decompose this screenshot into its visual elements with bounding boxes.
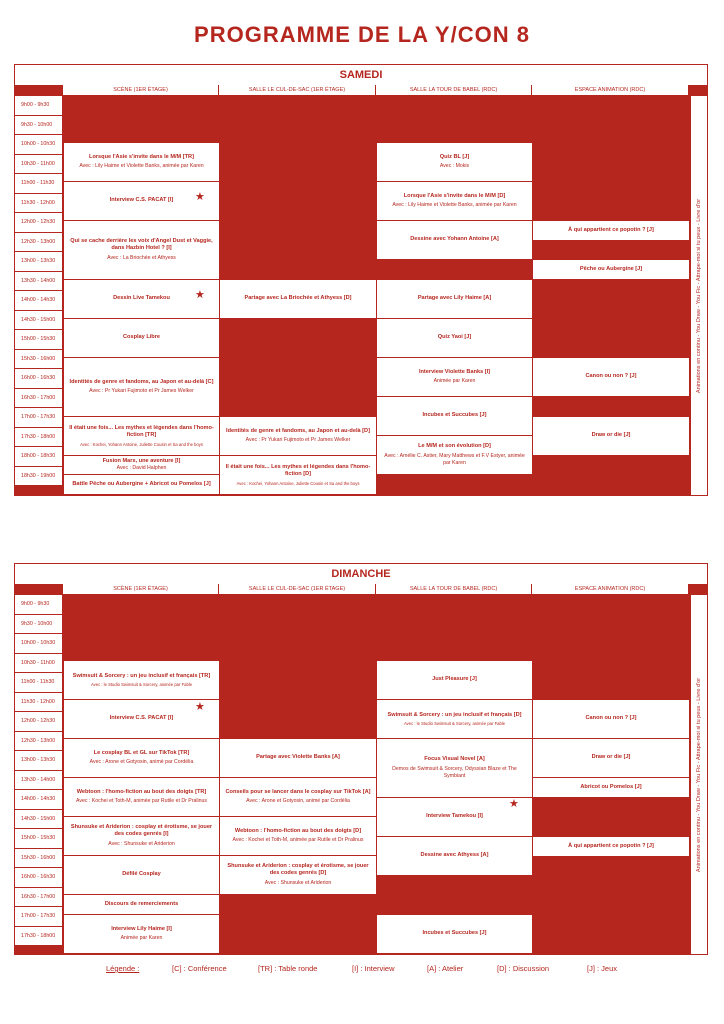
event-cell[interactable]	[219, 816, 377, 856]
side-banner	[690, 595, 707, 954]
page-title: PROGRAMME DE LA Y/CON 8	[194, 22, 530, 47]
event-title: À qui appartient ce popotin ? [J]	[568, 226, 654, 233]
event-cell[interactable]	[63, 855, 220, 895]
time-slot: 9h00 - 9h30	[15, 96, 63, 116]
event-cell[interactable]	[63, 777, 220, 817]
event-title: Fusion Mars, une aventure [I]	[102, 457, 181, 464]
event-title: Focus Visual Novel [A]	[424, 756, 485, 763]
event-info: Avec : Lily Haime et Violette Banks, animée par Karen	[79, 163, 204, 170]
event-title: Webtoon : l'homo-fiction au bout des doigts [D]	[234, 827, 362, 834]
event-title: Canon ou non ? [J]	[585, 373, 637, 380]
event-title: Il était une fois... Les mythes et légendes dans l'homo-fiction [D]	[225, 464, 371, 478]
event-cell[interactable]	[376, 357, 533, 397]
event-title: Quiz Yaoi [J]	[437, 334, 472, 341]
event-info: Avec : La Briochée et Athyess	[107, 254, 176, 261]
legend-item: [I] : Interview	[352, 964, 395, 973]
event-info: Avec : Kochei, Yohann Antoine, Juliette Cousin et Sa and the boys	[236, 480, 360, 486]
legend-item: [C] : Conférence	[172, 964, 227, 973]
time-slot: 12h00 - 12h30	[15, 213, 63, 233]
event-title: Shunsuke et Ariderion : cosplay et érotisme, se jouer des codes genrés [D]	[227, 863, 369, 877]
event-cell[interactable]	[63, 738, 220, 778]
time-slot: 16h30 - 17h00	[15, 389, 63, 409]
event-info: Avec : Kochei, Yohann Antoine, Juliette Cousin et Sa and the boys	[80, 441, 203, 447]
event-cell[interactable]	[376, 699, 533, 739]
time-slot: 18h00 - 18h30	[15, 447, 63, 467]
event-title: Le M/M et son évolution [D]	[418, 443, 491, 450]
time-slot: 12h30 - 13h00	[15, 233, 63, 253]
event-title: Défilé Cosplay	[122, 871, 161, 878]
event-cell[interactable]	[532, 836, 690, 857]
event-cell[interactable]	[376, 435, 533, 475]
event-title: Lorsque l'Asie s'invite dans le M/M [D]	[403, 192, 506, 199]
column-header: SALLE LA TOUR DE BABEL (RDC)	[376, 85, 532, 96]
time-slot: 10h30 - 11h00	[15, 654, 63, 674]
event-title: Interview Tamekou [I]	[426, 813, 483, 820]
time-slot: 15h30 - 16h00	[15, 350, 63, 370]
event-info: Animée par Karen	[433, 378, 476, 385]
legend-item: [A] : Atelier	[427, 964, 464, 973]
time-slot: 9h30 - 10h00	[15, 116, 63, 136]
column-header: SALLE LE CUL-DE-SAC (1ER ÉTAGE)	[219, 85, 376, 96]
star-icon: ★	[195, 701, 205, 713]
event-title: Dessine avec Yohann Antoine [A]	[410, 236, 499, 243]
event-title: Qui se cache derrière les voix d'Angel Dust et Vaggie, dans Hazbin Hotel ? [I]	[70, 238, 213, 252]
event-cell[interactable]	[376, 279, 533, 319]
column-header: ESPACE ANIMATION (RDC)	[532, 85, 689, 96]
time-slot: 16h00 - 16h30	[15, 868, 63, 888]
event-info: Avec : Arone et Gotyosin, animé par Cordélia	[89, 759, 194, 766]
time-slot: 14h00 - 14h30	[15, 790, 63, 810]
event-title: À qui appartient ce popotin ? [J]	[568, 842, 654, 849]
event-title: Partage avec La Briochée et Athyess [D]	[244, 295, 352, 302]
time-slot: 18h30 - 19h00	[15, 467, 63, 487]
time-slot: 13h00 - 13h30	[15, 252, 63, 272]
event-info: Avec : Amélie C. Astier, Mary Matthews et F.V Estyer, animée par Karen	[384, 452, 525, 466]
event-cell[interactable]	[219, 455, 377, 495]
time-slot: 10h00 - 10h30	[15, 135, 63, 155]
event-info: Avec : Shunsuke et Ariderion	[264, 879, 332, 886]
time-slot: 15h00 - 15h30	[15, 330, 63, 350]
event-cell[interactable]	[376, 396, 533, 436]
event-title: Draw or die [J]	[591, 432, 631, 439]
event-title: Conseils pour se lancer dans le cosplay sur TikTok [A]	[225, 788, 371, 795]
event-info: Avec : Mokis	[439, 163, 470, 170]
event-title: Cosplay Libre	[123, 334, 160, 341]
event-title: Il était une fois... Les mythes et légendes dans l'homo-fiction [TR]	[69, 425, 214, 439]
star-icon: ★	[509, 798, 519, 810]
event-title: Discours de remerciements	[104, 900, 179, 907]
event-cell[interactable]	[219, 855, 377, 895]
event-cell[interactable]	[63, 142, 220, 182]
time-slot: 17h30 - 18h00	[15, 428, 63, 448]
event-cell[interactable]	[63, 220, 220, 280]
event-cell[interactable]	[63, 318, 220, 358]
side-banner-text: Animations en continu - You Draw - You Fic - Attrape-moi si tu peux - Livre d'or	[696, 198, 702, 393]
event-title: Partage avec Lily Haime [A]	[417, 295, 492, 302]
event-title: Dessin Live Tamekou	[113, 295, 170, 302]
event-cell[interactable]	[63, 816, 220, 856]
event-cell[interactable]	[376, 914, 533, 954]
event-cell[interactable]	[63, 914, 220, 954]
time-slot: 9h30 - 10h00	[15, 615, 63, 635]
time-slot: 10h30 - 11h00	[15, 155, 63, 175]
event-cell[interactable]	[63, 474, 220, 495]
column-header: SCÈNE (1ER ÉTAGE)	[63, 584, 219, 595]
time-slot: 9h00 - 9h30	[15, 595, 63, 615]
event-cell[interactable]	[219, 416, 377, 456]
time-slot: 15h30 - 16h00	[15, 849, 63, 869]
event-info: Avec : David Halphen	[116, 465, 167, 472]
event-cell[interactable]	[376, 318, 533, 358]
time-slot: 12h00 - 12h30	[15, 712, 63, 732]
time-slot: 10h00 - 10h30	[15, 634, 63, 654]
event-title: Webtoon : l'homo-fiction au bout des doigts [TR]	[76, 788, 207, 795]
event-title: Just Pleasure [J]	[432, 676, 477, 683]
event-title: Abricot ou Pomelos [J]	[580, 783, 642, 790]
time-slot: 11h00 - 11h30	[15, 673, 63, 693]
time-slot: 11h30 - 12h00	[15, 693, 63, 713]
event-info: Avec : le Studio Swimsuit & Sorcery, animée par Fable	[90, 681, 193, 687]
event-title: Swimsuit & Sorcery : un jeu inclusif et français [D]	[387, 711, 522, 718]
event-info: Avec : Pr Yukari Fujimoto et Pr James Welker	[89, 388, 194, 395]
side-banner-text: Animations en continu - You Draw - You Fic - Attrape-moi si tu peux - Livre d'or	[696, 677, 702, 872]
event-title: Partage avec Violette Banks [A]	[256, 754, 340, 761]
day-title: DIMANCHE	[15, 564, 707, 585]
time-slot: 15h00 - 15h30	[15, 829, 63, 849]
event-cell[interactable]	[532, 259, 690, 280]
day-title: SAMEDI	[15, 65, 707, 86]
time-slot: 14h00 - 14h30	[15, 291, 63, 311]
event-info: Avec : le Studio Swimsuit & Sorcery, animée par Fable	[403, 720, 506, 726]
column-header: SCÈNE (1ER ÉTAGE)	[63, 85, 219, 96]
event-cell[interactable]	[376, 142, 533, 182]
event-title: Interview Lily Haime [I]	[111, 925, 172, 932]
event-info: Avec : Kochei et Toth-M, animée par Rutile et Dr Pralinus	[76, 798, 207, 805]
event-title: Lorsque l'Asie s'invite dans le M/M [TR]	[89, 153, 194, 160]
legend-label: Légende :	[106, 964, 140, 973]
event-title: Incubes et Succubes [J]	[422, 412, 487, 419]
event-title: Interview C.S. PACAT [I]	[109, 715, 174, 722]
event-cell[interactable]	[532, 220, 690, 241]
event-title: Identités de genre et fandoms, au Japon et au-delà [C]	[69, 378, 214, 385]
event-info: Avec : Lily Haime et Violette Banks, animée par Karen	[392, 202, 517, 209]
event-title: Swimsuit & Sorcery : un jeu inclusif et français [TR]	[72, 672, 211, 679]
time-slot: 11h00 - 11h30	[15, 174, 63, 194]
time-slot: 17h00 - 17h30	[15, 907, 63, 927]
event-cell[interactable]	[532, 738, 690, 778]
event-info: Demos de Swimsuit & Sorcery, Odyssian Blaze et The Symbiant	[392, 765, 517, 779]
event-cell[interactable]	[219, 738, 377, 778]
time-slot: 14h30 - 15h00	[15, 311, 63, 331]
event-title: Shunsuke et Ariderion : cosplay et érotisme, se jouer des codes genrés [I]	[70, 824, 213, 838]
event-info: Avec : Arone et Gotyosin, animé par Cordélia	[246, 798, 350, 805]
column-header: SALLE LA TOUR DE BABEL (RDC)	[376, 584, 532, 595]
event-title: Canon ou non ? [J]	[585, 715, 637, 722]
column-header: ESPACE ANIMATION (RDC)	[532, 584, 689, 595]
column-header: SALLE LE CUL-DE-SAC (1ER ÉTAGE)	[219, 584, 376, 595]
event-info: Avec : Kochei et Toth-M, animée par Rutile et Dr Pralinus	[232, 837, 364, 844]
star-icon: ★	[195, 289, 205, 301]
event-title: Draw or die [J]	[591, 754, 631, 761]
legend-item: [TR] : Table ronde	[258, 964, 318, 973]
event-info: Avec : Pr Yukari Fujimoto et Pr James Welker	[245, 437, 351, 444]
time-slot: 17h00 - 17h30	[15, 408, 63, 428]
samedi-schedule	[14, 64, 708, 496]
event-info: Animée par Karen	[120, 935, 163, 942]
event-title: Incubes et Succubes [J]	[422, 930, 487, 937]
event-cell[interactable]	[376, 660, 533, 700]
event-title: Pêche ou Aubergine [J]	[579, 265, 643, 272]
time-slot: 12h30 - 13h00	[15, 732, 63, 752]
event-cell[interactable]	[376, 220, 533, 260]
time-slot: 16h00 - 16h30	[15, 369, 63, 389]
event-title: Battle Pêche ou Aubergine + Abricot ou Pomelos [J]	[72, 480, 211, 487]
event-cell[interactable]	[376, 738, 533, 798]
event-cell[interactable]	[63, 416, 220, 456]
event-cell[interactable]	[63, 660, 220, 700]
event-cell[interactable]	[532, 357, 690, 397]
event-cell[interactable]	[63, 357, 220, 417]
event-cell[interactable]	[376, 181, 533, 221]
event-cell[interactable]	[219, 279, 377, 319]
side-banner	[690, 96, 707, 495]
star-icon: ★	[195, 191, 205, 203]
time-slot: 14h30 - 15h00	[15, 810, 63, 830]
event-cell[interactable]	[376, 836, 533, 876]
event-cell[interactable]	[532, 416, 690, 456]
event-title: Dessine avec Athyess [A]	[420, 852, 489, 859]
event-title: Quiz BL [J]	[439, 153, 470, 160]
time-slot: 13h30 - 14h00	[15, 272, 63, 292]
event-cell[interactable]	[532, 777, 690, 798]
event-cell[interactable]	[63, 455, 220, 475]
event-title: Interview C.S. PACAT [I]	[109, 197, 174, 204]
event-title: Le cosplay BL et GL sur TikTok [TR]	[93, 749, 190, 756]
event-cell[interactable]	[219, 777, 377, 817]
legend-item: [D] : Discussion	[497, 964, 550, 973]
event-info: Avec : Shunsuke et Ariderion	[108, 840, 175, 847]
event-title: Identités de genre et fandoms, au Japon et au-delà [D]	[226, 427, 370, 434]
time-slot: 16h30 - 17h00	[15, 888, 63, 908]
event-cell[interactable]	[532, 699, 690, 739]
legend-item: [J] : Jeux	[587, 964, 618, 973]
event-title: Interview Violette Banks [I]	[418, 368, 491, 375]
dimanche-schedule	[14, 563, 708, 955]
time-slot: 17h30 - 18h00	[15, 927, 63, 947]
event-cell[interactable]	[63, 894, 220, 915]
time-slot: 13h00 - 13h30	[15, 751, 63, 771]
time-slot: 13h30 - 14h00	[15, 771, 63, 791]
time-slot: 11h30 - 12h00	[15, 194, 63, 214]
